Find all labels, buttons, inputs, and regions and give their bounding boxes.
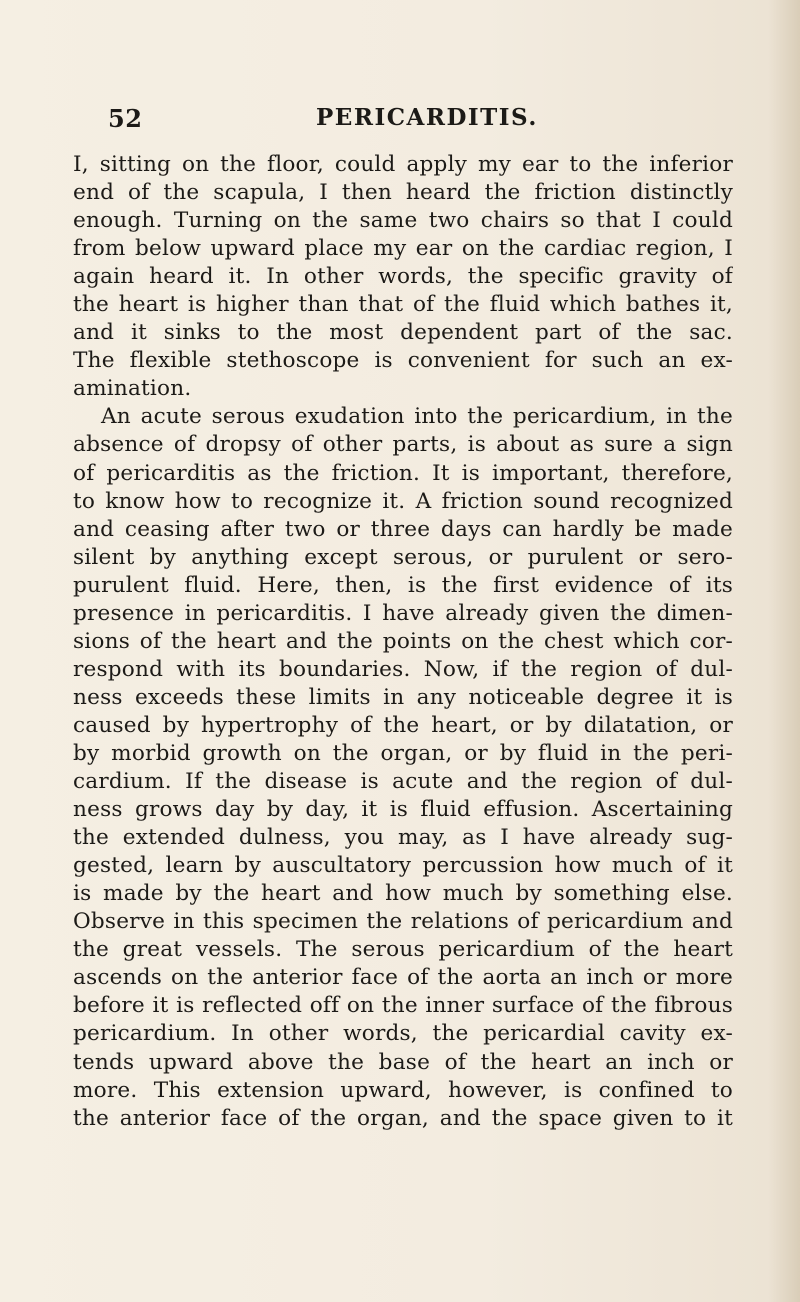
- text-line: to know how to recognize it. A friction sound recognized: [73, 488, 733, 514]
- text-line: cardium. If the disease is acute and the region of dul-: [73, 769, 733, 795]
- text-line: absence of dropsy of other parts, is about as sure a sign: [73, 432, 733, 458]
- text-line: enough. Turning on the same two chairs so that I could: [73, 208, 733, 234]
- text-line: the great vessels. The serous pericardium of the heart: [73, 937, 733, 963]
- page-header: [108, 104, 708, 140]
- text-line: I, sitting on the floor, could apply my ear to the inferior: [73, 152, 733, 177]
- running-title: PERICARDITIS.: [316, 104, 538, 131]
- text-line: before it is reflected off on the inner surface of the fibrous: [73, 993, 733, 1019]
- text-line: presence in pericarditis. I have already given the dimen-: [73, 600, 733, 626]
- text-line: the heart is higher than that of the fluid which bathes it,: [73, 292, 733, 318]
- body-text: [73, 151, 733, 1133]
- text-line: is made by the heart and how much by something else.: [73, 881, 733, 907]
- page-number: 52: [108, 104, 143, 133]
- text-line: more. This extension upward, however, is confined to: [73, 1077, 733, 1103]
- text-line: respond with its boundaries. Now, if the region of dul-: [73, 656, 733, 682]
- text-line: The flexible stethoscope is convenient for such an ex-: [73, 348, 733, 374]
- text-line: purulent fluid. Here, then, is the first evidence of its: [73, 572, 733, 598]
- text-line: and ceasing after two or three days can hardly be made: [73, 516, 733, 542]
- text-line: ascends on the anterior face of the aorta an inch or more: [73, 965, 733, 991]
- text-line: sions of the heart and the points on the chest which cor-: [73, 628, 733, 654]
- paragraph-start-line: An acute serous exudation into the pericardium, in the: [101, 404, 733, 430]
- text-line: Observe in this specimen the relations of pericardium and: [73, 909, 733, 935]
- text-line: from below upward place my ear on the cardiac region, I: [73, 236, 733, 262]
- text-line: amination.: [73, 376, 192, 402]
- text-line: tends upward above the base of the heart an inch or: [73, 1049, 733, 1075]
- text-line: and it sinks to the most dependent part of the sac.: [73, 320, 733, 346]
- text-line: caused by hypertrophy of the heart, or by dilatation, or: [73, 712, 733, 738]
- text-line: again heard it. In other words, the specific gravity of: [73, 264, 733, 290]
- text-line: gested, learn by auscultatory percussion how much of it: [73, 853, 733, 879]
- text-line: by morbid growth on the organ, or by fluid in the peri-: [73, 740, 733, 766]
- text-line: silent by anything except serous, or purulent or sero-: [73, 544, 733, 570]
- text-line: the anterior face of the organ, and the space given to it: [73, 1105, 733, 1131]
- text-line: pericardium. In other words, the pericardial cavity ex-: [73, 1021, 733, 1047]
- text-line: end of the scapula, I then heard the friction distinctly: [73, 180, 733, 206]
- text-line: ness grows day by day, it is fluid effusion. Ascertaining: [73, 797, 733, 823]
- text-line: ness exceeds these limits in any noticeable degree it is: [73, 684, 733, 710]
- text-line: of pericarditis as the friction. It is important, therefore,: [73, 460, 733, 486]
- text-line: the extended dulness, you may, as I have already sug-: [73, 825, 733, 851]
